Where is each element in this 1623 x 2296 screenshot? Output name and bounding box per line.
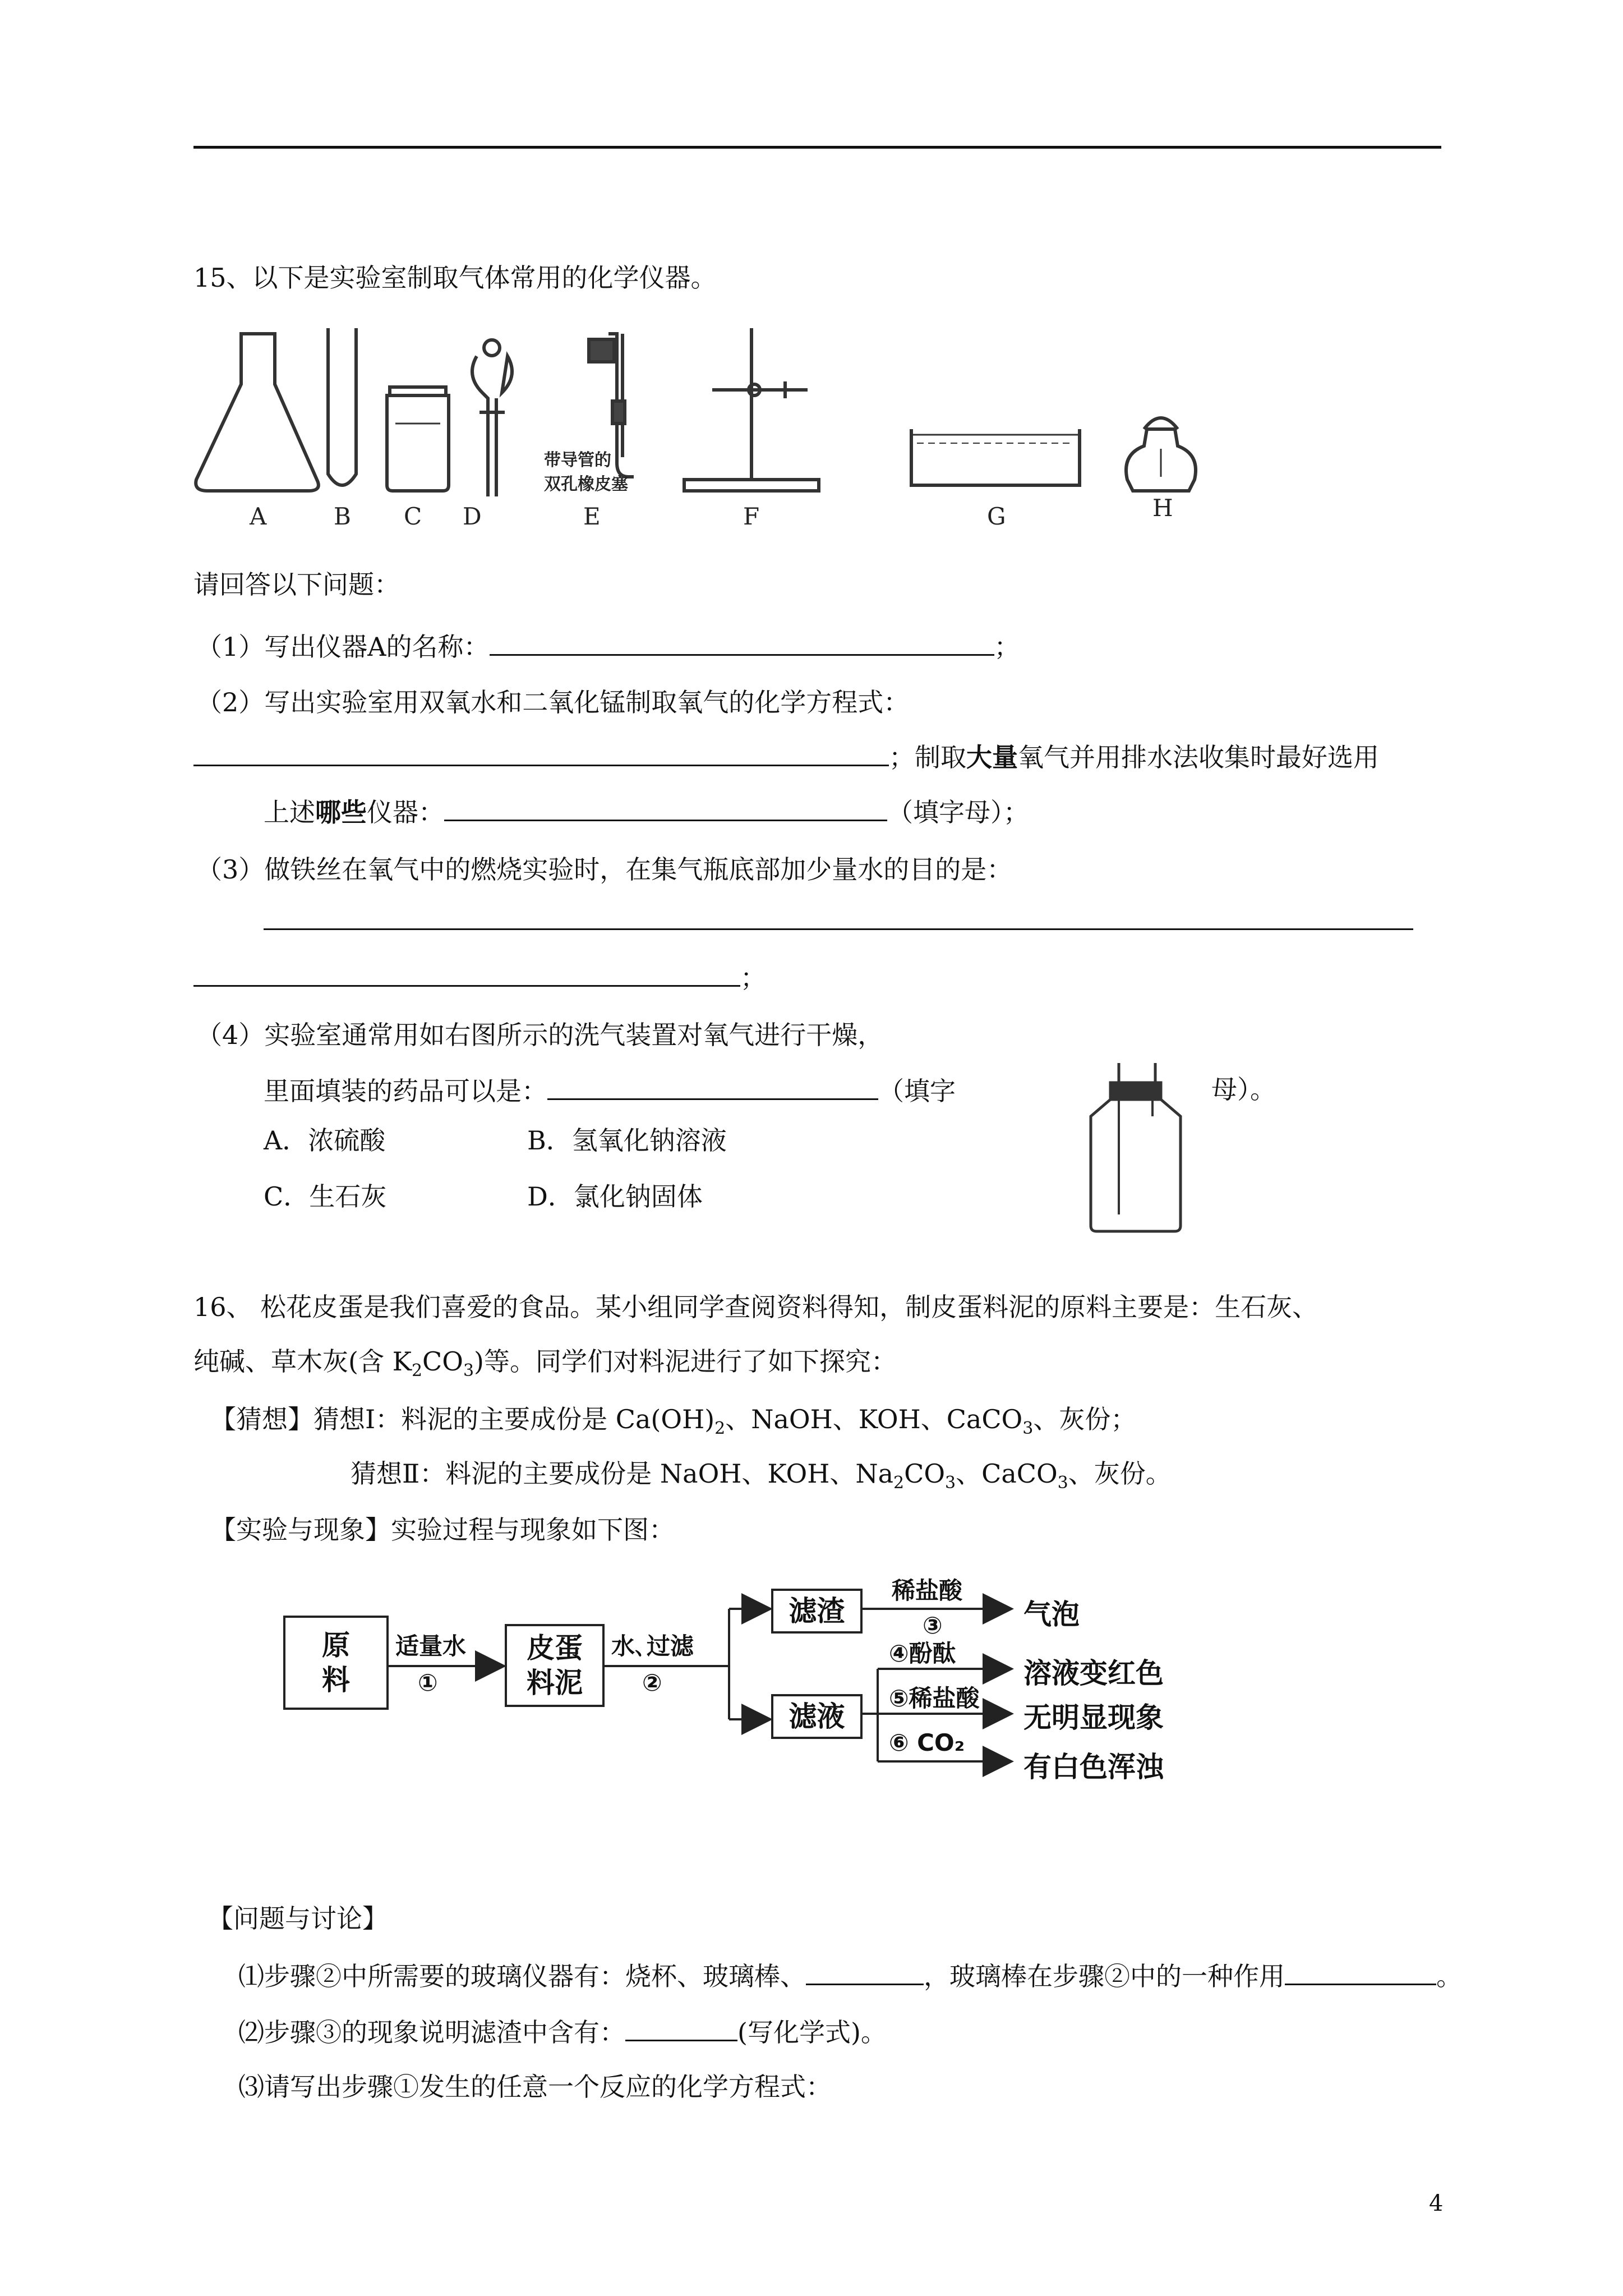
q16-guess-2: 猜想Ⅱ：料泥的主要成份是 NaOH、KOH、$Na_2CO_3$、CaCO$_3$、灰份。: [351, 1458, 1172, 1493]
alcohol-lamp-icon: [1126, 418, 1196, 491]
box-filtrate: 滤液: [771, 1694, 863, 1739]
step5-label: ⑤稀盐酸: [889, 1685, 980, 1712]
option-c: C．生石灰: [264, 1181, 387, 1212]
gas-jar-icon: [387, 387, 449, 491]
step3-label: 稀盐酸: [892, 1577, 963, 1604]
header-rule: [193, 146, 1441, 149]
q15-part3: （3）做铁丝在氧气中的燃烧实验时，在集气瓶底部加少量水的目的是：: [196, 854, 1013, 885]
answer-blank-4[interactable]: [547, 1073, 878, 1100]
q16-guess-1: 【猜想】猜想Ⅰ：料泥的主要成份是 $Ca(OH)_2$、NaOH、KOH、CaCO$_3$、灰份；: [210, 1404, 1137, 1438]
label-f: F: [743, 503, 760, 530]
q16-discussion-2: ⑵步骤③的现象说明滤渣中含有： (写化学式)。: [238, 2014, 887, 2049]
q15-part3-line2: ；: [193, 959, 766, 995]
answer-blank-3b[interactable]: [193, 959, 740, 987]
step1-label: 适量水: [395, 1632, 467, 1660]
box-mud: 皮蛋 料泥: [505, 1624, 605, 1707]
q15-part2: （2）写出实验室用双氧水和二氧化锰制取氧气的化学方程式：: [196, 687, 910, 717]
q15-part2-line2: ；制取大量氧气并用排水法收集时最好选用: [193, 739, 1379, 774]
step6-label: ⑥ CO₂: [889, 1729, 965, 1756]
q16-discussion-3: ⑶请写出步骤①发生的任意一个反应的化学方程式：: [238, 2072, 832, 2102]
stopper-caption-2: 双孔橡皮塞: [544, 475, 628, 494]
result4: 溶液变红色: [1023, 1657, 1164, 1690]
label-d: D: [463, 503, 482, 530]
q16-discussion-1: ⑴步骤②中所需要的玻璃仪器有：烧杯、玻璃棒、 ，玻璃棒在步骤②中的一种作用 。: [238, 1958, 1462, 1993]
q16-intro-line1: 16、 松花皮蛋是我们喜爱的食品。某小组同学查阅资料得知，制皮蛋料泥的原料主要是：生石灰、: [193, 1292, 1318, 1322]
label-e: E: [583, 503, 601, 530]
answer-blank-equation[interactable]: [193, 739, 889, 766]
conical-flask-icon: [196, 334, 319, 491]
q15-part1: （1）写出仪器A的名称： ；: [196, 628, 1020, 664]
q15-part4: （4）实验室通常用如右图所示的洗气装置对氧气进行干燥，: [196, 1020, 884, 1050]
step2-number: ②: [642, 1669, 662, 1696]
result6: 有白色浑浊: [1023, 1751, 1164, 1783]
test-tube-icon: [328, 328, 356, 485]
step4-label: ④酚酞: [889, 1640, 956, 1667]
q16-intro-line2: 纯碱、草木灰(含 $K_2CO_3$)等。同学们对料泥进行了如下探究：: [193, 1346, 897, 1381]
option-a: A．浓硫酸: [264, 1125, 386, 1156]
apparatus-figure: [191, 323, 1211, 530]
water-trough-icon: [911, 429, 1080, 485]
label-g: G: [987, 503, 1006, 530]
q15-part4-fill-end: 母）。: [1211, 1074, 1276, 1105]
q16-discussion-tag: 【问题与讨论】: [208, 1903, 388, 1934]
page-number: 4: [1429, 2191, 1444, 2216]
funnel-icon: [472, 356, 512, 496]
q15-prompt: 请回答以下问题：: [193, 569, 400, 600]
step2-label: 水､过滤: [611, 1632, 694, 1660]
answer-blank-d1b[interactable]: [1285, 1958, 1436, 1985]
answer-blank-d1a[interactable]: [806, 1958, 924, 1985]
label-a: A: [250, 503, 267, 530]
q15-title: 15、以下是实验室制取气体常用的化学仪器。: [193, 263, 717, 293]
label-h: H: [1152, 494, 1173, 522]
answer-blank-3a[interactable]: [264, 928, 1413, 930]
iron-stand-icon: [684, 328, 819, 491]
result5: 无明显现象: [1023, 1701, 1164, 1734]
answer-blank-instruments[interactable]: [444, 794, 887, 821]
step3-number: ③: [923, 1612, 943, 1639]
q15-part2-line3: 上述哪些仪器： （填字母）；: [264, 794, 1029, 829]
label-b: B: [334, 503, 351, 530]
answer-blank-d2[interactable]: [625, 2014, 737, 2041]
label-c: C: [404, 503, 422, 530]
box-raw: 原 料: [283, 1616, 389, 1710]
box-residue: 滤渣: [771, 1589, 863, 1634]
answer-blank-1[interactable]: [490, 628, 994, 656]
q16-experiment: 【实验与现象】实验过程与现象如下图：: [210, 1515, 675, 1545]
option-d: D．氯化钠固体: [527, 1181, 703, 1212]
wash-bottle-figure: [1080, 1063, 1192, 1237]
step1-number: ①: [418, 1669, 438, 1696]
result3: 气泡: [1023, 1598, 1080, 1631]
q15-part4-line2: 里面填装的药品可以是： （填字: [264, 1073, 956, 1108]
option-b: B．氢氧化钠溶液: [527, 1125, 727, 1156]
stopper-caption-1: 带导管的: [544, 450, 611, 470]
